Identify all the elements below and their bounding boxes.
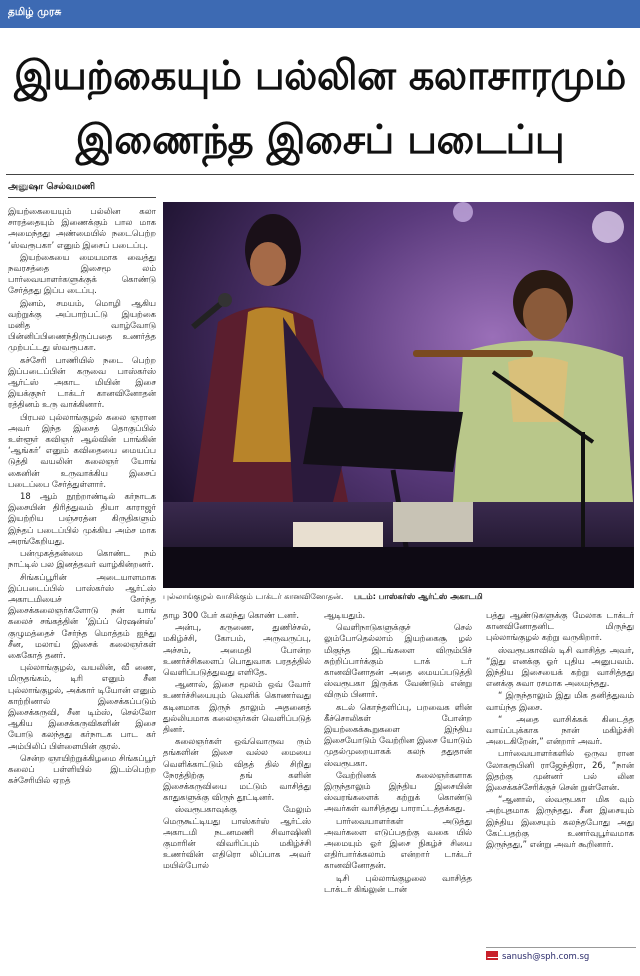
- article-paragraph: இனம், சமயம், மொழி ஆகிய வற்றுக்கு அப்பாற்பட்டு இயற்கை மனித வாழ்வோடு பின்னிப்பிணைந்திருப்பதை உணர்த்த முற்பட்டது ஸ்வரூபகா.: [8, 297, 156, 353]
- article-paragraph: வேற்றினக் கலைஞர்களாக இருந்தாலும் இந்திய இசையின் ஸ்வரங்களைக் கற்றுக் கொண்டு அவர்கள் வாசித்தது பாராட்டத்தக்கது.: [324, 769, 472, 814]
- article-paragraph: டிசி புல்லாங்குழலை வாசித்த டாக்டர் கிங்லுன் டான்: [324, 872, 472, 894]
- headline-line-1: இயற்கையும் பல்லின கலாசாரமும்: [14, 53, 626, 99]
- article-paragraph: 18 ஆம் நூற்றாண்டில் கர்நாடக இசையின் திரித்துவம் தியா காராஜர் இயற்றிய பஞ்சரத்ன கிருதிகளும் இந்தப் படைப்பில் முக்கிய அம்ச மாக அரங்கேறியது.: [8, 491, 156, 546]
- photo-credit: படம்: பாஸ்கர்ஸ் ஆர்ட்ஸ் அகாடமி: [353, 592, 483, 601]
- article-paragraph: பார்வையாளர்களில் ஒருவ ரான லோகரூபினி ராஜேந்திரா, 26, “நான் இதற்கு முன்னர் பல் லின இசைக்கச்சேரிக்குச் சென் றுள்ளேன்.: [486, 748, 634, 793]
- headline-rule: [6, 174, 634, 175]
- author-email-text[interactable]: sanush@sph.com.sg: [502, 952, 590, 962]
- article-paragraph: பிரபல புல்லாங்குழல் கலை ஞரான அவர் இந்த இசைத் தொகுப்பில் உள்ளூர் கவிஞர் ஆல்வின் பாங்கின் ‘ஆங்கர்’ எனும் கவிதையை மையப்ப டுத்தி வயலின் கலைஞர் யோங் கைனின் உருவாக்கிய இசைப் படைப்பை சேர்த்துள்ளார்.: [8, 411, 156, 489]
- article-column-2: [163, 610, 311, 873]
- byline: அனுஷா செல்வமணி: [8, 182, 96, 192]
- article-paragraph: பன்முகத்தன்மை கொண்ட நம் நாட்டில் பல இனத்தவர் வாழ்கின்றனர்.: [8, 548, 156, 570]
- article-paragraph: பத்து ஆண்டுகளுக்கு மேலாக டாக்டர் கானவினோதனிட மிருந்து புல்லாங்குழல் கற்று வருகிறார்.: [486, 610, 634, 643]
- article-paragraph: வெளிநாடுகளுக்குச் செல் லும்போதெல்லாம் இயற்கைசூ ழல் மிகுந்த இடங்களை விரும்பிச் சுற்றிப்பார்க்கும் டாக் டர் கானவினோதன் அதை மையப்படுத்தி ஸ்வரூபகா இருக்க வேண்டும் என்று விரும் பினார்.: [324, 622, 472, 700]
- photo-caption-text: புல்லாங்குழல் வாசிக்கும் டாக்டர் கானவினோதன்.: [163, 592, 344, 601]
- article-paragraph: “ அதை வாசிக்கக் கிடைத்த வாய்ப்புக்காக நான் மகிழ்ச்சி அடைகிறேன்,” என்றார் அவர்.: [486, 713, 634, 747]
- masthead-bar: [0, 0, 640, 28]
- email-icon: [486, 951, 498, 960]
- author-email[interactable]: [486, 947, 636, 963]
- article-column-4: [486, 610, 634, 851]
- article-paragraph: பார்வையாளர்கள் அடுத்து அவர்களை எடுப்பதற்கு வகை யில் அமையும் ஓர் இசை நிகழ்ச் சியை எதிர்பார்க்கலாம் என்றார் டாக்டர் கானவினோதன்.: [324, 815, 472, 871]
- article-column-1: [8, 206, 156, 787]
- article-paragraph: ஆடியதும்.: [324, 610, 366, 620]
- article-paragraph: ஆனால், இசை மூலம் ஒவ் வோர் உணர்ச்சியையும் வெளிக் கொணர்வது கடினமாக இருந் தாலும் அதனைத் துல்லியமாக கலைஞர்கள் வெளிப்படுத் தினர்.: [163, 679, 311, 735]
- article-paragraph: அன்பு, கருணை, துணிச்சல், மகிழ்ச்சி, கோபம், அருவருப்பு, அச்சம், அமைதி போன்ற உணர்ச்சிகளைப் பொதுவாக பரதத்தில் வெளிப்படுத்துவது எளிதே.: [163, 622, 311, 678]
- byline-rule: [8, 197, 156, 198]
- article-paragraph: தாழ 300 பேர் கலந்து கொண் டனர்.: [163, 610, 300, 620]
- article-paragraph: புல்லாங்குழல், வயலின், வீ ணை, மிருதங்கம், டிரி எனும் சீன புல்லாங்குழல், அக்கார் டியோன் எனும் காற்றினால் இசைக்கப்படும் இசைக்கருவி, சீன டிம்ஸ், செல்லோ ஆகிய இசைக்கருவிகளின் இசை யோடு கலந்தது கர்நாடக பாட கர் அம்பிலிப் பிள்ளையின் குரல்.: [8, 662, 156, 751]
- article-paragraph: இயற்கையையும் பல்லின கலா சாரத்தையும் இணைக்கும் பால மாக அமைந்தது அண்மையில் நடைபெற்ற ‘ஸ்வரூபகா’ எனும் இசைப் படைப்பு.: [8, 206, 156, 250]
- article-paragraph: கலைஞர்கள் ஒவ்வொருவ ரும் தங்களின் இசை வல்ல மையை வெளிக்காட்டும் விதத் தில் சிறிது நேரத்திற்கு தங் களின் இசைக்கருவியை மட்டும் வாசித்து காதுகளுக்கு விருந் தூட்டினர்.: [163, 736, 311, 803]
- article-paragraph: கடல் கொந்தளிப்பு, பறவைக ளின் கீச்சொலிகள் போன்ற இயற்கைக்கூறுகளை இந்திய இசையோடும் வேற்றின இசை யோடும் முதல்முறையாகக் கலந் ததுதான் ஸ்வரூபகா.: [324, 701, 472, 768]
- article-paragraph: ஸ்வரூபகாவுக்கு மேலும் மெருகூட்டியது பாஸ்கர்ஸ் ஆர்ட்ஸ் அகாடமி நடனமணி சிவாஷினி குமாரின் விவரிப்பும் மகிழ்ச்சி உணர்வின் எதிரொ லிப்பாக அவர் மயில்போல்: [163, 804, 311, 871]
- masthead-title: தமிழ் முரசு: [8, 6, 62, 18]
- article-paragraph: கச்சேரி பாணியில் நடை பெற்ற இப்படைப்பின் கருவை பாஸ்கர்ஸ் ஆர்ட்ஸ் அகாட மியின் இசை இயக்குநர் டாக்டர் கானவினோதன் ரத்தினம் உரு வாக்கினார்.: [8, 354, 156, 410]
- article-column-3: [324, 610, 472, 896]
- article-paragraph: ஸ்வரூபகாவில் டிசி வாசித்த அவர், “இது எனக்கு ஓர் புதிய அனுபவம். இந்திய இசையைக் கற்று வாசித்தது எனக்கு சுவா ரசமாக அமைந்தது.: [486, 644, 634, 689]
- article-paragraph: “ஆனால், ஸ்வரூபகா மிக வும் அற்புதமாக இருந்தது. சீன இசையும் இந்திய இசையும் கலந்தபோது அது கேட்பதற்கு உணர்வுபூர்வமாக இருந்தது,” என்று அவர் கூறினார்.: [486, 794, 634, 850]
- article-paragraph: இயற்கையை மையமாக வைத்து நவரசத்தை இசைமூ லம் பார்வையாளர்களுக்குக் கொண்டு சேர்த்தது இப்ப டைப்பு.: [8, 251, 156, 296]
- headline: [0, 44, 640, 172]
- concert-photo: [163, 202, 634, 588]
- headline-line-2: இணைந்த இசைப் படைப்பு: [75, 117, 565, 163]
- photo-caption: [163, 592, 634, 606]
- article-paragraph: சிங்கப்பூரின் அடையாளமாக இப்படைப்பில் பாஸ்கர்ஸ் ஆர்ட்ஸ் அகாடமியைச் சேர்ந்த இசைக்கலைஞர்களோடு நன் யாங் கலைச் சங்கத்தின் ‘இப்ப் ரெஷன்ஸ்’ குழுமத்தைச் சேர்ந்த மொத்தம் ஐந்து சீன, மலாய் இசைக் கலைஞர்கள் கைகோத் தனர்.: [8, 571, 156, 660]
- article-paragraph: “ இருந்தாலும் இது மிக தனித்துவம் வாய்ந்த இசை.: [486, 690, 634, 712]
- article-paragraph: சென்ற ஞாயிற்றுக்கிழமை சிங்கப்பூர் கலைப் பள்ளியில் இடம்பெற்ற கச்சேரியில் ஏறத்: [8, 752, 156, 786]
